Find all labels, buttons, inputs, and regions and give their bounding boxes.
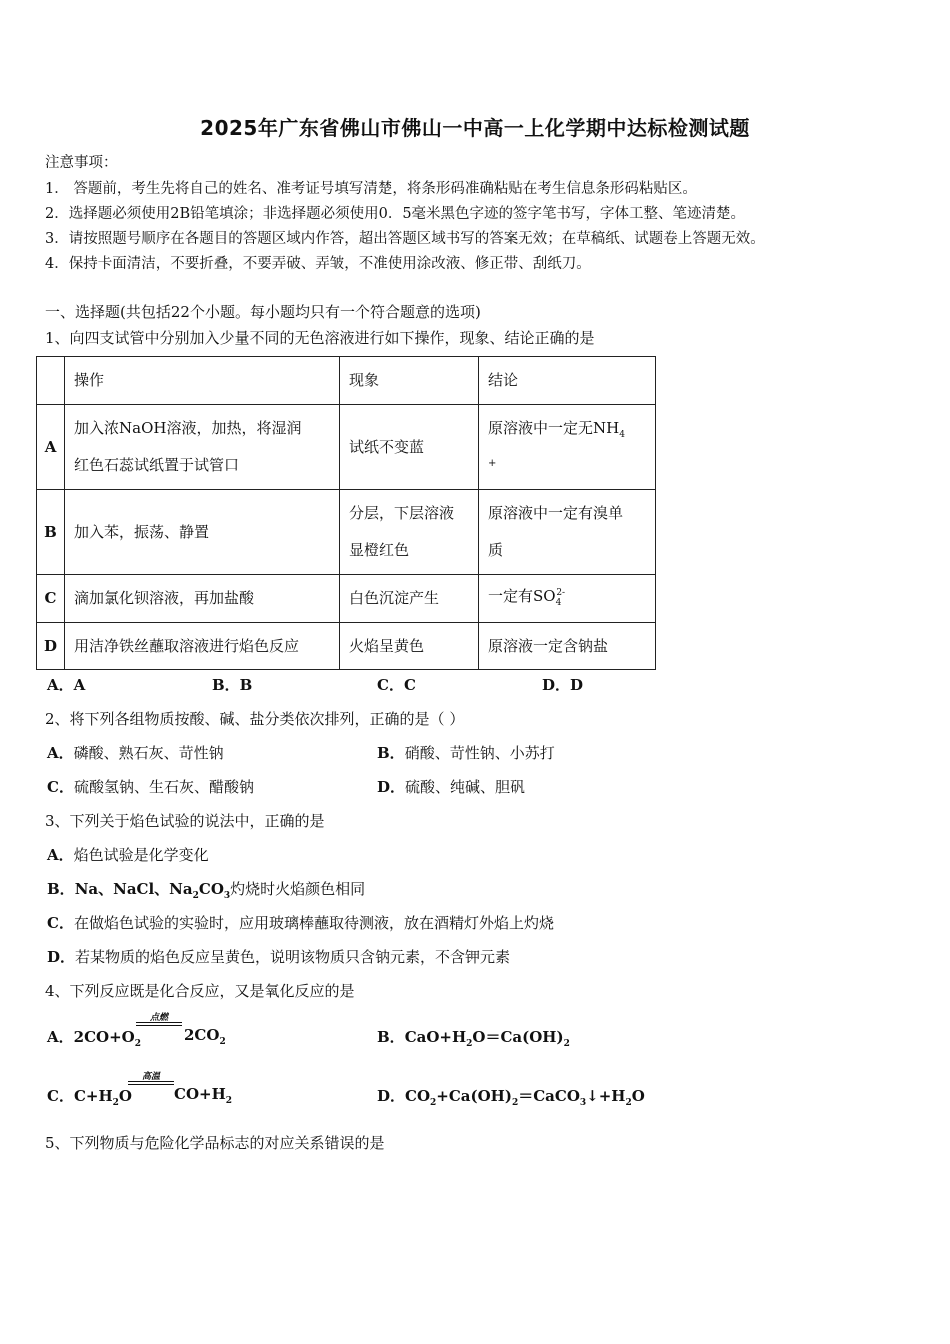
subscript: 2 — [134, 1039, 141, 1049]
option-text: 硝酸、苛性钠、小苏打 — [404, 744, 555, 762]
formula-text: O＝Ca(OH) — [472, 1028, 564, 1046]
formula-text: CaO+H — [404, 1028, 467, 1046]
formula-text: CO+H — [174, 1085, 226, 1103]
formula-text: 一定有SO — [488, 587, 556, 605]
row-key: A — [37, 405, 65, 490]
option-b — [377, 742, 555, 763]
option-a — [47, 742, 224, 763]
row-key: D — [37, 623, 65, 670]
superscript: + — [488, 458, 497, 469]
option-key: B． — [377, 744, 405, 762]
subscript: 2 — [625, 1098, 632, 1108]
experiment-table — [36, 356, 656, 670]
option-text: 磷酸、熟石灰、苛性钠 — [73, 744, 224, 762]
notice-item: 3．请按照题号顺序在各题目的答题区域内作答，超出答题区域书写的答案无效；在草稿纸、试题卷上答题无效。 — [45, 231, 765, 247]
option-key: A． — [47, 846, 74, 864]
table-cell — [479, 575, 656, 623]
option-text: 2CO+O — [73, 1028, 135, 1046]
cell-line: 显橙红色 — [349, 541, 410, 559]
option-text: 灼烧时火焰颜色相同 — [230, 880, 366, 898]
table-cell — [65, 405, 340, 490]
table-cell — [37, 357, 65, 405]
formula-text: CO — [405, 1087, 431, 1105]
subscript: 2 — [430, 1098, 437, 1108]
subscript: 4 — [619, 430, 625, 440]
option-d — [377, 1085, 645, 1108]
cell-line: 原溶液中一定有溴单 — [488, 504, 624, 522]
table-cell: 滴加氯化钡溶液，再加盐酸 — [65, 575, 340, 623]
page-title: 2025年广东省佛山市佛山一中高一上化学期中达标检测试题 — [200, 116, 750, 140]
subscript: 2 — [511, 1098, 519, 1108]
table-cell: 用洁净铁丝蘸取溶液进行焰色反应 — [65, 623, 340, 670]
formula-text: 原溶液中一定无NH — [488, 419, 620, 437]
option-key: D． — [377, 778, 406, 796]
formula-text: ↓+H — [586, 1087, 626, 1105]
table-cell: 白色沉淀产生 — [340, 575, 479, 623]
table-row — [37, 405, 656, 490]
cell-line — [488, 410, 646, 454]
subscript: 2 — [466, 1039, 473, 1049]
notice-heading: 注意事项： — [45, 155, 118, 171]
cell-line: 红色石蕊试纸置于试管口 — [74, 456, 240, 474]
table-cell — [479, 490, 656, 575]
table-row — [37, 490, 656, 575]
option-d — [377, 776, 525, 797]
formula-text: +Ca(OH) — [436, 1087, 512, 1105]
equals-sign — [136, 1022, 182, 1026]
option-c — [47, 776, 254, 797]
subscript: 2 — [225, 1096, 233, 1106]
option-text: Na、NaCl、Na — [74, 880, 193, 898]
table-cell — [479, 405, 656, 490]
subscript: 3 — [579, 1098, 587, 1108]
row-key: B — [37, 490, 65, 575]
option-b — [377, 1026, 570, 1049]
option-key: D． — [377, 1087, 406, 1105]
option-a — [47, 844, 209, 865]
subscript: 4 — [555, 598, 562, 608]
subscript: 2 — [219, 1037, 226, 1047]
option-text: 焰色试验是化学变化 — [73, 846, 209, 864]
option-a — [47, 1026, 141, 1049]
table-cell: 加入苯，振荡、静置 — [65, 490, 340, 575]
superscript: 2- — [556, 588, 566, 598]
option-text: CO — [198, 880, 224, 898]
notice-item: 4．保持卡面清洁，不要折叠，不要弄破、弄皱，不准使用涂改液、修正带、刮纸刀。 — [45, 256, 591, 272]
option-b: B．B — [212, 676, 253, 694]
table-row — [37, 575, 656, 623]
question-5-stem: 5、下列物质与危险化学品标志的对应关系错误的是 — [45, 1134, 385, 1152]
table-header: 现象 — [340, 357, 479, 405]
row-key: C — [37, 575, 65, 623]
reaction-condition: 高温 — [141, 1072, 160, 1082]
question-1-stem: 1、向四支试管中分别加入少量不同的无色溶液进行如下操作，现象、结论正确的是 — [45, 329, 595, 347]
option-a: A．A — [47, 676, 86, 694]
table-cell — [340, 490, 479, 575]
subscript: 3 — [223, 891, 231, 901]
formula-text: O — [631, 1087, 645, 1105]
formula-text: O — [118, 1087, 132, 1105]
cell-line: 加入浓NaOH溶液，加热，将湿润 — [74, 419, 302, 437]
option-key: C． — [47, 778, 74, 796]
subscript: 2 — [112, 1098, 119, 1108]
table-header: 操作 — [65, 357, 340, 405]
table-cell: 火焰呈黄色 — [340, 623, 479, 670]
section-heading: 一、选择题(共包括22个小题。每小题均只有一个符合题意的选项) — [45, 303, 481, 321]
equals-sign — [128, 1081, 174, 1085]
formula-text: 2CO — [184, 1026, 220, 1044]
option-text: 若某物质的焰色反应呈黄色，说明该物质只含钠元素，不含钾元素 — [75, 948, 511, 966]
option-c — [47, 1085, 132, 1108]
option-key: B． — [377, 1028, 405, 1046]
question-3-stem: 3、下列关于焰色试验的说法中，正确的是 — [45, 812, 325, 830]
notice-item: 1． 答题前，考生先将自己的姓名、准考证号填写清楚，将条形码准确粘贴在考生信息条形码粘贴区。 — [45, 181, 697, 197]
reaction-condition: 点燃 — [149, 1013, 168, 1023]
table-header: 结论 — [479, 357, 656, 405]
option-c — [47, 912, 554, 933]
notice-item: 2．选择题必须使用2B铅笔填涂；非选择题必须使用0．5毫米黑色字迹的签字笔书写，字体工整、笔迹清楚。 — [45, 206, 746, 222]
cell-line: 质 — [488, 541, 504, 559]
table-header-row — [37, 357, 656, 405]
table-cell: 原溶液一定含钠盐 — [479, 623, 656, 670]
option-text: 在做焰色试验的实验时，应用玻璃棒蘸取待测液，放在酒精灯外焰上灼烧 — [73, 914, 554, 932]
formula-text: ＝CaCO — [518, 1087, 580, 1105]
option-b — [47, 878, 365, 901]
table-row — [37, 623, 656, 670]
option-key: C． — [47, 914, 74, 932]
option-text: 硫酸、纯碱、胆矾 — [405, 778, 526, 796]
subscript: 2 — [563, 1039, 570, 1049]
cell-line: 分层，下层溶液 — [349, 504, 455, 522]
option-text — [174, 1085, 232, 1106]
option-key: D． — [47, 948, 76, 966]
option-text — [184, 1026, 226, 1047]
option-key: B． — [47, 880, 75, 898]
question-2-stem: 2、将下列各组物质按酸、碱、盐分类依次排列，正确的是（ ） — [45, 710, 465, 728]
subscript: 2 — [192, 891, 199, 901]
option-c: C．C — [377, 676, 416, 694]
option-text: 硫酸氢钠、生石灰、醋酸钠 — [73, 778, 254, 796]
option-key: C． — [47, 1087, 74, 1105]
table-cell: 试纸不变蓝 — [340, 405, 479, 490]
option-key: A． — [47, 1028, 74, 1046]
option-key: A． — [47, 744, 74, 762]
question-4-stem: 4、下列反应既是化合反应，又是氧化反应的是 — [45, 982, 355, 1000]
option-d — [47, 946, 510, 967]
option-d: D．D — [542, 676, 584, 694]
formula-text: C+H — [73, 1087, 113, 1105]
